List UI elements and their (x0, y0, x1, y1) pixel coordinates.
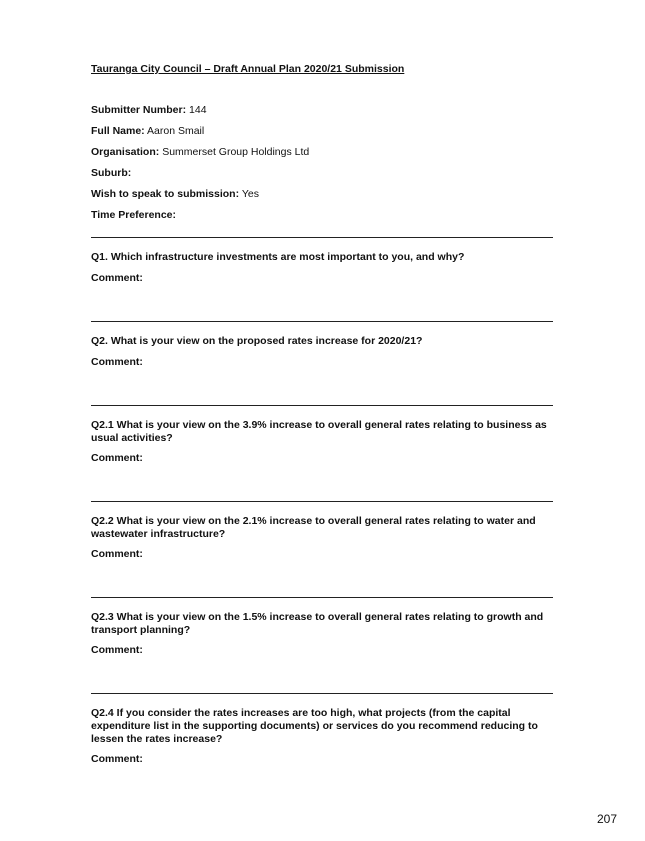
field-label: Suburb: (91, 167, 132, 179)
field-label: Organisation: (91, 146, 160, 158)
organisation-field (91, 146, 309, 158)
field-value: Aaron Smail (147, 125, 205, 137)
section-divider (91, 597, 553, 598)
field-label: Full Name: (91, 125, 145, 137)
document-title: Tauranga City Council – Draft Annual Plan 2020/21 Submission (91, 63, 405, 75)
section-divider (91, 405, 553, 406)
page-number: 207 (596, 812, 617, 826)
section-divider (91, 237, 553, 238)
question-q2-1: Q2.1 What is your view on the 3.9% increase to overall general rates relating to business as usual activities? (91, 419, 547, 444)
question-q1: Q1. Which infrastructure investments are most important to you, and why? (91, 251, 465, 263)
section-divider (91, 321, 553, 322)
field-value: 144 (189, 104, 207, 116)
question-q2-4: Q2.4 If you consider the rates increases are too high, what projects (from the capital expenditure list in the supporting documents) or services do you recommend reducing to lessen the rates increase? (91, 707, 538, 745)
comment-label: Comment: (91, 644, 143, 656)
field-value: Summerset Group Holdings Ltd (162, 146, 310, 158)
section-divider (91, 693, 553, 694)
comment-label: Comment: (91, 272, 143, 284)
comment-label: Comment: (91, 548, 143, 560)
comment-label: Comment: (91, 452, 143, 464)
question-q2: Q2. What is your view on the proposed rates increase for 2020/21? (91, 335, 423, 347)
submitter-number-field (91, 104, 207, 116)
field-value: Yes (241, 188, 259, 200)
wish-to-speak-field (91, 188, 259, 200)
field-label: Time Preference: (91, 209, 177, 221)
comment-label: Comment: (91, 356, 143, 368)
suburb-field (91, 167, 131, 179)
comment-label: Comment: (91, 753, 143, 765)
question-q2-2: Q2.2 What is your view on the 2.1% increase to overall general rates relating to water and wastewater infrastructure? (91, 515, 536, 540)
time-preference-field (91, 209, 176, 221)
field-label: Submitter Number: (91, 104, 187, 116)
question-q2-3: Q2.3 What is your view on the 1.5% increase to overall general rates relating to growth and transport planning? (91, 611, 544, 636)
section-divider (91, 501, 553, 502)
full-name-field (91, 125, 204, 137)
field-label: Wish to speak to submission: (91, 188, 240, 200)
